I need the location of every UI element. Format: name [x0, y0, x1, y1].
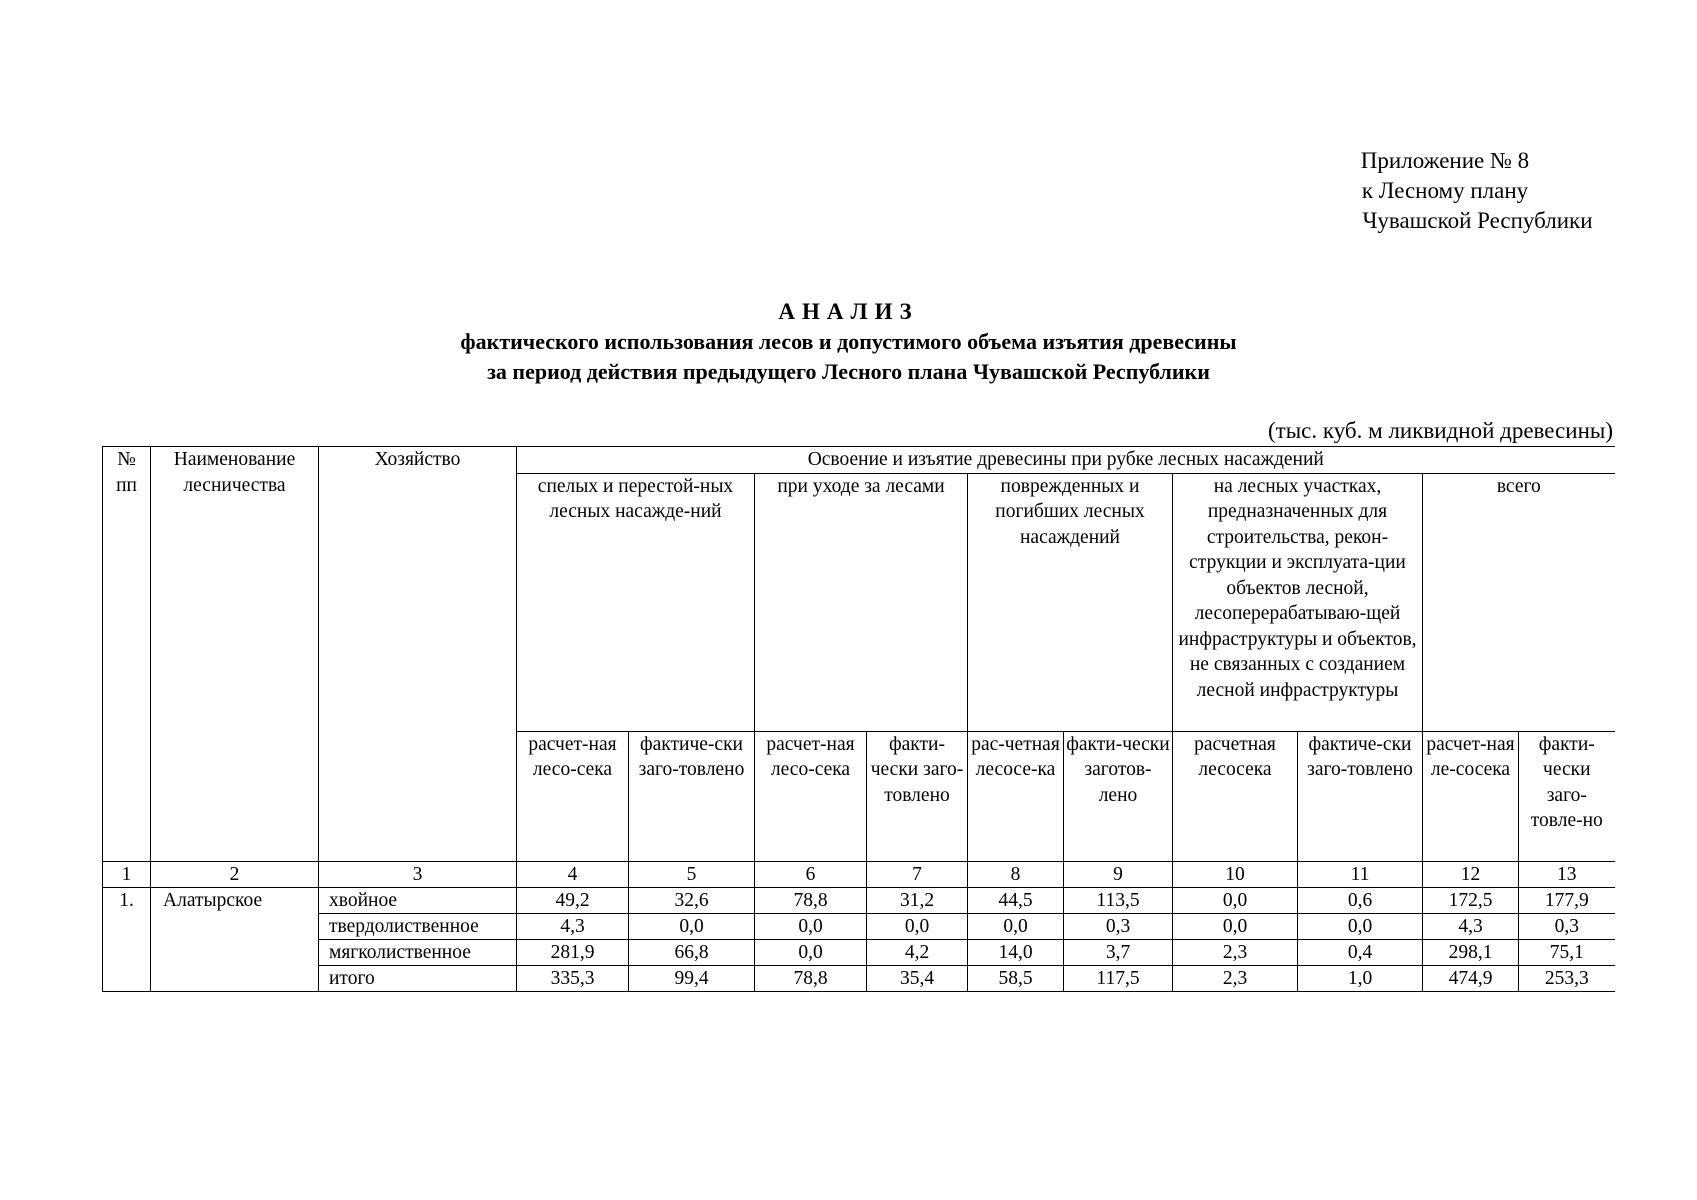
table-cell: 0,3: [1064, 914, 1173, 940]
table-row-total: [103, 966, 1615, 992]
header-cat-mature: спелых и перестой-ных лесных насажде-ний: [517, 473, 755, 731]
header-cat-damaged: поврежденных и погибших лесных насаждений: [968, 473, 1173, 731]
appendix-line-2: к Лесному плану: [1361, 178, 1529, 203]
header-row-group: [103, 447, 1615, 474]
table-row: [103, 888, 1615, 914]
col-number: 8: [968, 861, 1064, 888]
header-farm: Хозяйство: [319, 447, 517, 862]
table-cell: 78,8: [755, 888, 867, 914]
table-cell: 44,5: [968, 888, 1064, 914]
col-number: 11: [1298, 861, 1423, 888]
table-cell: 3,7: [1064, 940, 1173, 966]
table-cell: 172,5: [1423, 888, 1519, 914]
col-number: 4: [517, 861, 629, 888]
appendix-line-3: Чувашской Республики: [1362, 208, 1593, 233]
table-cell: 1,0: [1298, 966, 1423, 992]
header-sub-6: расчет-ная лесо-сека: [755, 731, 867, 861]
farm-name: твердолиственное: [319, 914, 517, 940]
table-cell: 2,3: [1173, 966, 1298, 992]
col-number: 12: [1423, 861, 1519, 888]
table-cell: 281,9: [517, 940, 629, 966]
table-row: [103, 914, 1615, 940]
col-number: 1: [103, 861, 151, 888]
table-cell: 0,0: [1173, 914, 1298, 940]
header-sub-10: расчетная лесосека: [1173, 731, 1298, 861]
forestry-number: 1.: [103, 888, 151, 992]
header-sub-8: рас-четная лесосе-ка: [968, 731, 1064, 861]
table-cell: 113,5: [1064, 888, 1173, 914]
header-sub-7: факти-чески заго-товлено: [867, 731, 968, 861]
table-cell: 32,6: [629, 888, 755, 914]
header-sub-13: факти-чески заго-товле-но: [1519, 731, 1615, 861]
header-forestry-name: Наименование лесничества: [151, 447, 319, 862]
table-cell: 0,0: [755, 914, 867, 940]
table-cell: 298,1: [1423, 940, 1519, 966]
table-cell: 2,3: [1173, 940, 1298, 966]
table-cell: 253,3: [1519, 966, 1615, 992]
header-sub-5: фактиче-ски заго-товлено: [629, 731, 755, 861]
table-cell: 78,8: [755, 966, 867, 992]
units-note: (тыс. куб. м ликвидной древесины): [1268, 418, 1613, 443]
col-number: 13: [1519, 861, 1615, 888]
title-subtitle-2: за период действия предыдущего Лесного плана Чувашской Республики: [487, 359, 1210, 384]
table-cell: 4,3: [1423, 914, 1519, 940]
table-cell: 0,0: [1298, 914, 1423, 940]
col-number: 6: [755, 861, 867, 888]
forestry-name: Алатырское: [151, 888, 319, 992]
table-cell: 99,4: [629, 966, 755, 992]
table-cell: 75,1: [1519, 940, 1615, 966]
header-cat-infrastructure: на лесных участках, предназначенных для строительства, рекон-струкции и эксплуата-ции объектов лесной, лесоперерабатываю-щей инфраструктуры и объектов, не связанных с созданием лесной инфраструктуры: [1173, 473, 1423, 731]
table-cell: 0,0: [629, 914, 755, 940]
column-number-row: [103, 861, 1615, 888]
header-sub-4: расчет-ная лесо-сека: [517, 731, 629, 861]
table-cell: 35,4: [867, 966, 968, 992]
table-cell: 0,0: [1173, 888, 1298, 914]
col-number: 7: [867, 861, 968, 888]
header-sub-9: факти-чески заготов-лено: [1064, 731, 1173, 861]
farm-name: хвойное: [319, 888, 517, 914]
col-number: 3: [319, 861, 517, 888]
header-group: Освоение и изъятие древесины при рубке лесных насаждений: [517, 447, 1615, 474]
header-num: № пп: [103, 447, 151, 862]
analysis-table: [102, 446, 1615, 992]
table-cell: 58,5: [968, 966, 1064, 992]
table-cell: 335,3: [517, 966, 629, 992]
table-cell: 0,3: [1519, 914, 1615, 940]
farm-name: итого: [319, 966, 517, 992]
table-cell: 474,9: [1423, 966, 1519, 992]
table-cell: 0,0: [968, 914, 1064, 940]
table-cell: 4,3: [517, 914, 629, 940]
table-cell: 4,2: [867, 940, 968, 966]
document-title: [0, 297, 1697, 387]
appendix-line-1: Приложение № 8: [1360, 148, 1530, 173]
table-cell: 0,4: [1298, 940, 1423, 966]
table-cell: 66,8: [629, 940, 755, 966]
header-sub-12: расчет-ная ле-сосека: [1423, 731, 1519, 861]
table-cell: 49,2: [517, 888, 629, 914]
col-number: 10: [1173, 861, 1298, 888]
table-cell: 0,0: [755, 940, 867, 966]
table-cell: 14,0: [968, 940, 1064, 966]
table-row: [103, 940, 1615, 966]
table-cell: 177,9: [1519, 888, 1615, 914]
table-cell: 31,2: [867, 888, 968, 914]
farm-name: мягколиственное: [319, 940, 517, 966]
table-cell: 117,5: [1064, 966, 1173, 992]
col-number: 9: [1064, 861, 1173, 888]
col-number: 2: [151, 861, 319, 888]
col-number: 5: [629, 861, 755, 888]
title-subtitle-1: фактического использования лесов и допустимого объема изъятия древесины: [460, 329, 1237, 354]
title-main: АНАЛИЗ: [778, 299, 919, 324]
appendix-block: [1200, 146, 1690, 236]
header-cat-care: при уходе за лесами: [755, 473, 968, 731]
table-cell: 0,6: [1298, 888, 1423, 914]
header-sub-11: фактиче-ски заго-товлено: [1298, 731, 1423, 861]
header-cat-total: всего: [1423, 473, 1615, 731]
table-cell: 0,0: [867, 914, 968, 940]
